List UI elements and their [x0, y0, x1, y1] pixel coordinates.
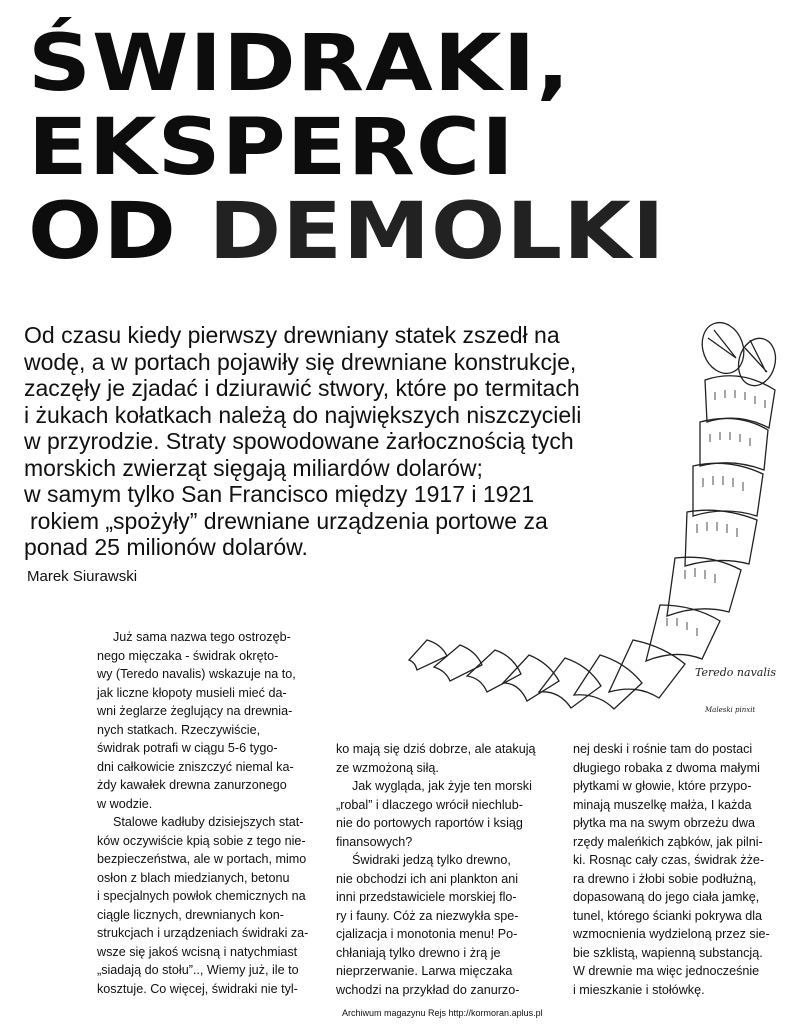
body-line: „robal” i dlaczego wrócił niechlub-: [336, 797, 523, 812]
body-line: nego mięczaka - świdrak okręto-: [97, 648, 279, 663]
article-title: [28, 19, 809, 277]
lead-line: ponad 25 milionów dolarów.: [24, 534, 308, 560]
body-line: ków oczywiście kpią sobie z tego nie-: [97, 833, 306, 848]
illustration-caption: Teredo navalis: [695, 666, 777, 679]
body-column-3: [573, 740, 795, 999]
author-byline: Marek Siurawski: [27, 568, 138, 585]
body-line: długiego robaka z dwoma małymi: [573, 760, 760, 775]
body-line: wni żeglarze żeglujący na drewnia-: [97, 704, 293, 718]
body-line: ra drewno i żłobi sobie podłużną,: [573, 871, 757, 886]
body-line: kosztuje. Co więcej, świdraki nie tyl-: [97, 981, 298, 996]
body-line: wchodzi na przykład do zanurzo-: [336, 982, 520, 997]
title-line-1: ŚWIDRAKI,: [28, 19, 571, 109]
body-line: żdy kawałek drewna zanurzonego: [97, 778, 287, 792]
body-line: świdrak potrafi w ciągu 5-6 tygo-: [97, 741, 278, 755]
lead-line: Od czasu kiedy pierwszy drewniany statek zszedł na: [24, 322, 560, 348]
body-line: wsze się jakoś wcisną i natychmiast: [97, 944, 298, 959]
body-line: płytka ma na swym obrzeżu dwa: [573, 816, 755, 830]
archive-footer: Archiwum magazynu Rejs http://kormoran.aplus.pl: [342, 1008, 543, 1018]
title-line-3-od: OD: [28, 187, 178, 277]
title-line-3-demolki: DEMOLKI: [208, 187, 666, 277]
lead-line: rokiem „spożyły” drewniane urządzenia portowe za: [30, 507, 548, 534]
body-line: nych statkach. Rzeczywiście,: [97, 722, 261, 737]
body-line: osłon z blach miedzianych, betonu: [97, 870, 290, 885]
body-line: dni całkowicie zniszczyć niemal ka-: [97, 759, 294, 774]
body-line: tunel, którego ścianki pokrywa dla: [573, 908, 763, 923]
body-line: cjalizacja i monotonia menu! Po-: [336, 927, 518, 941]
lead-line: morskich zwierząt sięgają miliardów dolarów;: [24, 454, 483, 481]
body-line: ki. Rosnąc cały czas, świdrak żże-: [573, 853, 765, 867]
body-column-1: [97, 628, 317, 998]
body-line: nie obchodzi ich ani plankton ani: [336, 871, 519, 886]
title-line-2: EKSPERCI: [28, 103, 515, 193]
lead-line: zaczęły je zjadać i dziurawić stwory, które po termitach: [24, 375, 580, 401]
lead-line: wodę, a w portach pojawiły się drewniane konstrukcje,: [24, 348, 577, 375]
lead-line: w samym tylko San Francisco między 1917 i 1921: [24, 481, 535, 507]
body-line: ciągle licznych, drewnianych kon-: [97, 907, 284, 922]
body-segments: [409, 376, 775, 709]
body-line: dopasowaną do jego ciała jamkę,: [573, 890, 760, 904]
body-line: Stalowe kadłuby dzisiejszych stat-: [113, 815, 304, 829]
body-line: w wodzie.: [97, 796, 153, 811]
shipworm-illustration: [405, 300, 805, 720]
body-line: ze wzmożoną siłą.: [336, 760, 439, 775]
body-line: Już sama nazwa tego ostrozęb-: [113, 630, 291, 644]
body-line: nie do portowych raportów i ksiąg: [336, 816, 523, 830]
body-line: ry i fauny. Cóż za niezwykła spe-: [336, 908, 519, 923]
body-line: W drewnie ma więc jednocześnie: [573, 964, 760, 978]
lead-line: w przyrodzie. Straty spowodowane żarłocznością tych: [24, 428, 574, 454]
illustration-signature: Maleski pinxit: [705, 706, 756, 714]
body-line: minają muszelkę małża, I każda: [573, 797, 752, 812]
body-line: inni przedstawiciele morskiej flo-: [336, 890, 517, 904]
body-line: wy (Teredo navalis) wskazuje na to,: [97, 667, 296, 681]
body-line: Jak wygląda, jak żyje ten morski: [352, 779, 532, 793]
body-line: ko mają się dziś dobrze, ale atakują: [336, 742, 536, 756]
body-line: nej deski i rośnie tam do postaci: [573, 742, 753, 756]
body-line: jak liczne kłopoty musieli mieć da-: [97, 685, 287, 700]
body-line: Świdraki jedzą tylko drewno,: [352, 853, 511, 867]
body-line: rzędy maleńkich ząbków, jak pilni-: [573, 834, 763, 849]
body-line: bie szklistą, wapienną substancją.: [573, 945, 763, 960]
body-line: strukcjach i urządzeniach świdraki za-: [97, 926, 309, 940]
body-line: nieprzerwanie. Larwa mięczaka: [336, 964, 513, 978]
body-line: i specjalnych powłok chemicznych na: [97, 889, 306, 903]
body-line: płytkami w głowie, które przypo-: [573, 779, 752, 793]
segment-hatching: [667, 390, 765, 636]
body-line: wzmocnienia wydzieloną przez sie-: [573, 927, 770, 941]
body-line: finansowych?: [336, 834, 413, 849]
lead-line: i żukach kołatkach należą do największych niszczycieli: [24, 401, 582, 428]
body-line: i mieszkanie i stołówkę.: [573, 982, 705, 997]
body-column-2: [336, 740, 556, 999]
title-line-3: [28, 187, 809, 277]
body-line: „siadają do stołu”.., Wiemy już, ile to: [97, 963, 299, 977]
body-line: chłaniają tylko drewno i żrą je: [336, 945, 501, 960]
body-line: bezpieczeństwa, ale w portach, mimo: [97, 852, 307, 866]
